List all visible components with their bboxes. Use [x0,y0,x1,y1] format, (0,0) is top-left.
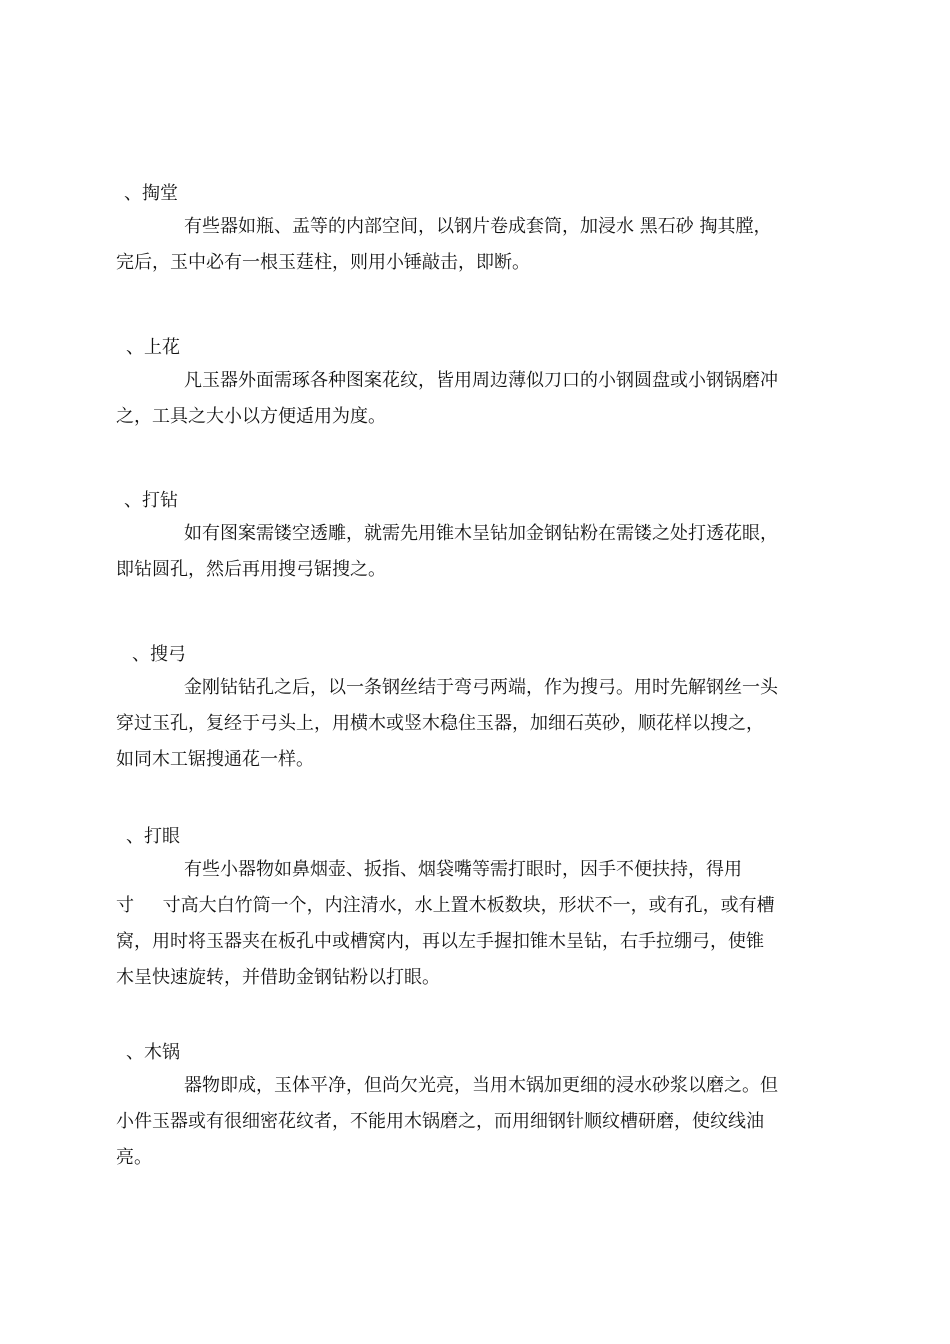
paragraph-line: 亮。 [116,1147,152,1168]
paragraph-line: 有些器如瓶、盂等的内部空间，以钢片卷成套筒，加浸水 黑石砂 掏其膛， [184,216,772,237]
section-shanghua [116,337,816,435]
paragraph-line: 窝，用时将玉器夹在板孔中或槽窝内，再以左手握扣锥木呈钻，右手拉绷弓，使锥 [116,931,764,952]
paragraph-line: 器物即成，玉体平净，但尚欠光亮，当用木锅加更细的浸水砂浆以磨之。但 [184,1075,778,1096]
paragraph-line: 金刚钻钻孔之后，以一条钢丝结于弯弓两端，作为搜弓。用时先解钢丝一头 [184,677,778,698]
section-muguo [116,1042,816,1176]
section-heading: 、木锅 [126,1042,180,1063]
paragraph-line: 如同木工锯搜通花一样。 [116,749,314,770]
section-paragraph [116,852,816,996]
section-heading: 、打眼 [126,826,180,847]
section-dayan [116,826,816,996]
paragraph-line: 寸 寸高大白竹筒一个，内注清水，水上置木板数块，形状不一，或有孔，或有槽 [116,895,775,916]
section-paragraph [116,363,816,435]
section-heading: 、搜弓 [132,644,186,665]
paragraph-line: 凡玉器外面需琢各种图案花纹，皆用周边薄似刀口的小钢圆盘或小钢锅磨冲 [184,370,778,391]
section-paragraph [116,670,816,778]
paragraph-line: 小件玉器或有很细密花纹者，不能用木锅磨之，而用细钢针顺纹槽研磨，使纹线油 [116,1111,764,1132]
section-dazuan [116,490,816,588]
section-heading: 、上花 [126,337,180,358]
section-paragraph [116,516,816,588]
paragraph-line: 完后，玉中必有一根玉莛柱，则用小锤敲击，即断。 [116,252,530,273]
paragraph-line: 有些小器物如鼻烟壶、扳指、烟袋嘴等需打眼时，因手不便扶持，得用 [184,859,742,880]
paragraph-line: 穿过玉孔，复经于弓头上，用横木或竖木稳住玉器，加细石英砂，顺花样以搜之， [116,713,764,734]
section-taotang [116,183,816,281]
section-sougong [116,644,816,778]
section-heading: 、掏堂 [124,183,178,204]
paragraph-line: 木呈快速旋转，并借助金钢钻粉以打眼。 [116,967,440,988]
paragraph-line: 即钻圆孔，然后再用搜弓锯搜之。 [116,559,386,580]
section-paragraph [116,1068,816,1176]
section-heading: 、打钻 [124,490,178,511]
section-paragraph [116,209,816,281]
paragraph-line: 之，工具之大小以方便适用为度。 [116,406,386,427]
paragraph-line: 如有图案需镂空透雕，就需先用锥木呈钻加金钢钻粉在需镂之处打透花眼， [184,523,778,544]
